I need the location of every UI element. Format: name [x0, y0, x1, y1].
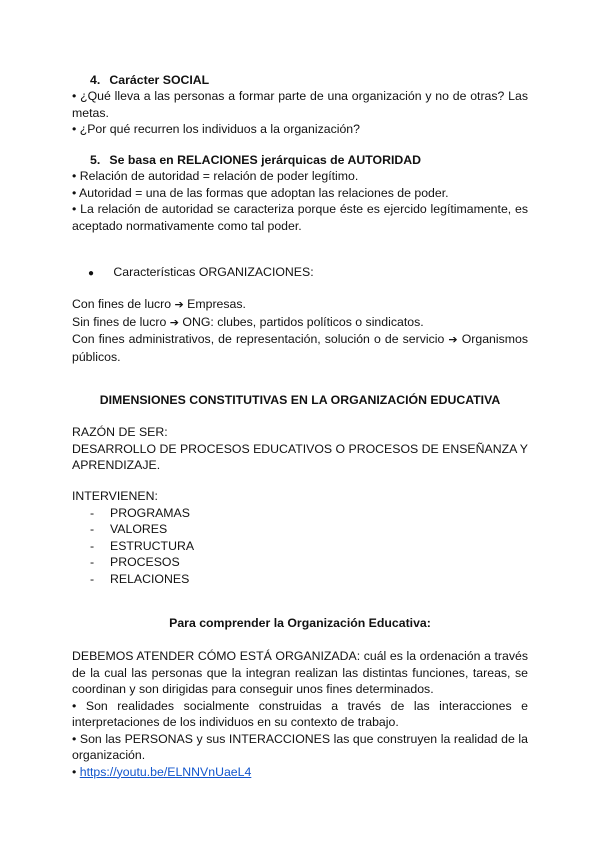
- link-bullet: •: [72, 764, 80, 779]
- section-5-heading: [72, 152, 528, 169]
- fines-1-result: Empresas.: [183, 297, 246, 311]
- caracteristicas-item: [72, 264, 528, 283]
- comprender-title: Para comprender la Organización Educativa:: [169, 616, 431, 630]
- list-item: [72, 571, 528, 588]
- section-5-number: 5.: [90, 153, 101, 167]
- fines-line-2: [72, 314, 528, 332]
- section-5-line-3: • La relación de autoridad se caracteriza porque éste es ejercido legítimamente, es aceptado normativamente como tal poder.: [72, 202, 528, 233]
- section-4-line-2: • ¿Por qué recurren los individuos a la organización?: [72, 122, 360, 136]
- fines-list: [72, 296, 528, 365]
- arrow-right-icon: ➔: [448, 333, 458, 346]
- section-5-line-1: • Relación de autoridad = relación de poder legítimo.: [72, 169, 359, 183]
- razon-section: [72, 424, 528, 474]
- item-relaciones: RELACIONES: [110, 571, 190, 586]
- comprender-line-2: • Son realidades socialmente construidas a través de las interacciones e interpretaciones de los individuos en su contexto de trabajo.: [72, 698, 528, 729]
- fines-2-result: ONG: clubes, partidos políticos o sindicatos.: [178, 314, 424, 329]
- arrow-right-icon: ➔: [169, 315, 179, 329]
- list-item: [72, 521, 528, 538]
- dimensiones-title: DIMENSIONES CONSTITUTIVAS EN LA ORGANIZACIÓN EDUCATIVA: [99, 393, 501, 407]
- section-4-number: 4.: [90, 73, 101, 87]
- razon-text: DESARROLLO DE PROCESOS EDUCATIVOS O PROCESOS DE ENSEÑANZA Y APRENDIZAJE.: [72, 441, 528, 472]
- dash-marker: -: [90, 522, 95, 536]
- dash-marker: -: [90, 555, 95, 569]
- list-item: [72, 505, 528, 522]
- fines-line-3: [72, 331, 528, 365]
- comprender-link-line: [72, 764, 528, 781]
- arrow-right-icon: ➔: [174, 298, 184, 311]
- item-valores: VALORES: [110, 522, 168, 536]
- intervienen-label: INTERVIENEN:: [72, 489, 158, 503]
- item-procesos: PROCESOS: [110, 555, 180, 569]
- razon-label: RAZÓN DE SER:: [72, 425, 168, 439]
- dash-marker: -: [90, 505, 95, 520]
- list-item: [72, 538, 528, 555]
- item-programas: PROGRAMAS: [110, 505, 190, 520]
- section-4-body: [72, 88, 528, 138]
- dash-marker: -: [90, 571, 95, 586]
- fines-3-result: Organismos públicos.: [72, 332, 528, 364]
- comprender-line-1: DEBEMOS ATENDER CÓMO ESTÁ ORGANIZADA: cuál es la ordenación a través de la cual las personas que la integran realizan las distintas funciones, tareas, se coordinan y son dirigidas para conseguir unos fines determinados.: [72, 649, 528, 696]
- comprender-body: [72, 648, 528, 780]
- section-4-title: Carácter SOCIAL: [109, 73, 210, 87]
- bullet-icon: ●: [88, 268, 95, 279]
- item-estructura: ESTRUCTURA: [110, 538, 195, 553]
- caracteristicas-label: Características ORGANIZACIONES:: [113, 265, 314, 279]
- section-4-line-1: • ¿Qué lleva a las personas a formar parte de una organización y no de otras? Las metas.: [72, 89, 528, 120]
- fines-1-text: Con fines de lucro: [72, 297, 175, 311]
- dash-marker: -: [90, 538, 95, 553]
- section-5-body: [72, 168, 528, 234]
- comprender-line-3: • Son las PERSONAS y sus INTERACCIONES las que construyen la realidad de la organización.: [72, 731, 528, 762]
- youtube-link[interactable]: https://youtu.be/ELNNVnUaeL4: [79, 764, 252, 779]
- list-item: [72, 554, 528, 571]
- section-4: [72, 72, 528, 89]
- intervienen-section: [72, 488, 528, 587]
- fines-3-text: Con fines administrativos, de representación, solución o de servicio: [72, 332, 449, 346]
- fines-line-1: [72, 296, 528, 314]
- section-5-title: Se basa en RELACIONES jerárquicas de AUTORIDAD: [109, 153, 422, 167]
- section-4-heading: [72, 72, 528, 89]
- fines-2-text: Sin fines de lucro: [72, 314, 170, 329]
- section-5-line-2: • Autoridad = una de las formas que adoptan las relaciones de poder.: [72, 185, 449, 200]
- section-5: [72, 152, 528, 169]
